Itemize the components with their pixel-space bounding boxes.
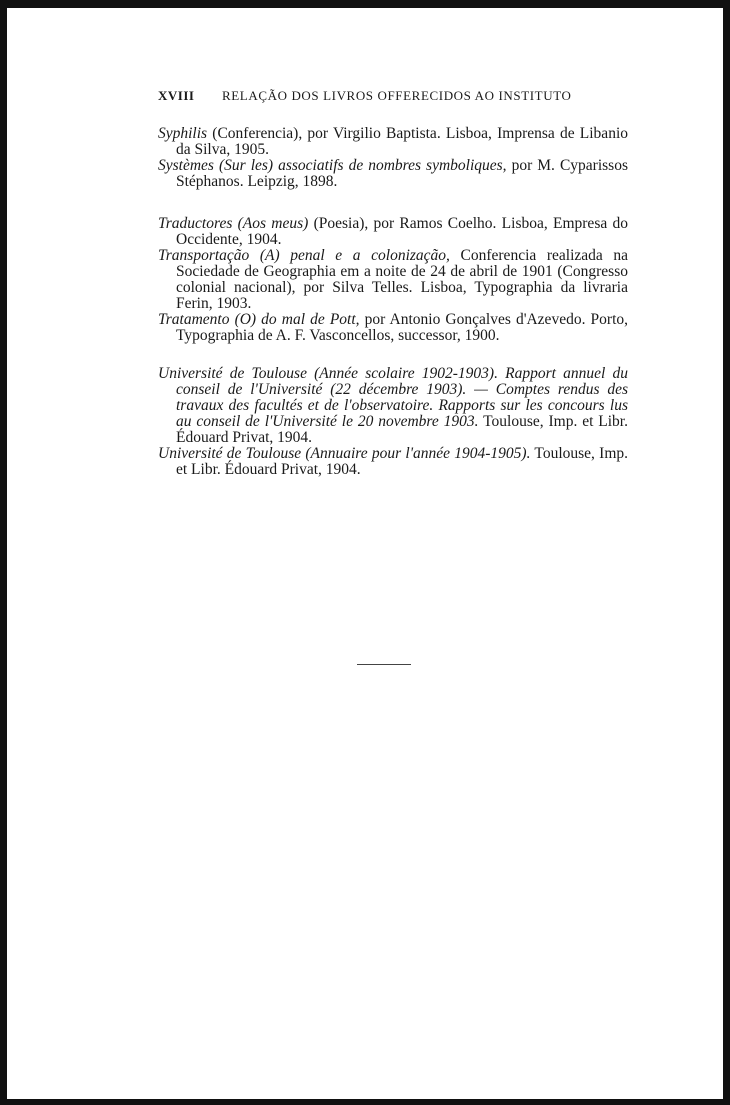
bibliography-entry (158, 248, 628, 312)
bibliography-entry (158, 126, 628, 158)
bibliography-entry (158, 312, 628, 344)
closing-rule (357, 664, 411, 665)
entry-title: Tratamento (O) do mal de Pott, (158, 311, 360, 328)
running-head: RELAÇÃO DOS LIVROS OFFERECIDOS AO INSTITUTO (222, 88, 572, 103)
entry-group-t (158, 216, 628, 344)
entry-details: Toulouse, Imp. et Libr. Édouard Privat, 1904. (176, 413, 628, 446)
entry-title: Syphilis (158, 125, 208, 142)
entry-title: Systèmes (Sur les) associatifs de nombres symboliques, (158, 157, 507, 174)
entry-group-s (158, 126, 628, 190)
page-number: XVIII (158, 88, 195, 103)
entry-title: Université de Toulouse (Année scolaire 1902-1903). Rapport annuel du conseil de l'Université (22 décembre 1903). — Comptes rendus des travaux des facultés et de l'observatoire. Rapports sur les concours lus au conseil de l'Université le 20 novembre 1903. (158, 365, 628, 430)
entry-details: por Antonio Gonçalves d'Azevedo. Porto, Typographia de A. F. Vasconcellos, successor, 1900. (176, 311, 628, 344)
entry-title: Université de Toulouse (Annuaire pour l'année 1904-1905). (158, 445, 531, 462)
entry-details: (Poesia), por Ramos Coelho. Lisboa, Empresa do Occidente, 1904. (176, 215, 628, 248)
entry-details: (Conferencia), por Virgilio Baptista. Lisboa, Imprensa de Libanio da Silva, 1905. (176, 125, 628, 158)
entry-details: por M. Cyparissos Stéphanos. Leipzig, 1898. (176, 157, 628, 190)
entry-details: Conferencia realizada na Sociedade de Geographia em a noite de 24 de abril de 1901 (Congresso colonial nacional), por Silva Telles. Lisboa, Typographia da livraria Ferin, 1903. (176, 247, 628, 312)
entry-title: Traductores (Aos meus) (158, 215, 309, 232)
bibliography-entry (158, 366, 628, 446)
entry-title: Transportação (A) penal e a colonização, (158, 247, 450, 264)
bibliography-entry (158, 158, 628, 190)
entry-details: Toulouse, Imp. et Libr. Édouard Privat, 1904. (176, 445, 628, 478)
entry-group-u (158, 366, 628, 478)
bibliography-entry (158, 216, 628, 248)
bibliography-entry (158, 446, 628, 478)
